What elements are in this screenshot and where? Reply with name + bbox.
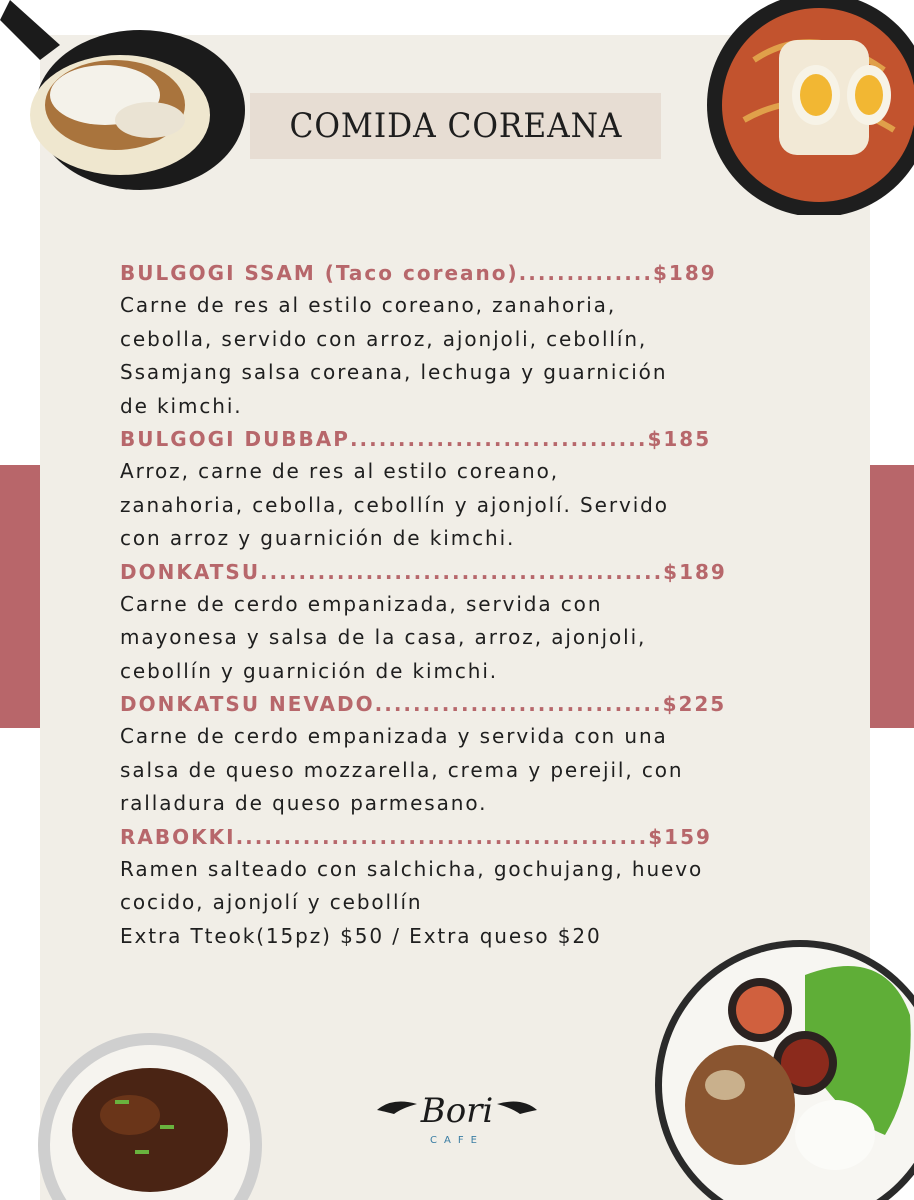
menu-item bbox=[120, 688, 810, 821]
menu-item-dots: .............................. bbox=[374, 692, 663, 716]
menu-item-price: $189 bbox=[663, 559, 727, 584]
menu-item-price: $189 bbox=[653, 261, 717, 285]
menu-item-name: BULGOGI DUBBAP bbox=[120, 427, 350, 451]
menu-title-box bbox=[250, 93, 661, 159]
menu-title: COMIDA COREANA bbox=[289, 106, 622, 146]
menu-item-dots: ............................... bbox=[349, 427, 648, 451]
menu-item-description: Ramen salteado con salchicha, gochujang, huevo cocido, ajonjolí y cebollín bbox=[120, 856, 704, 914]
accent-band-left bbox=[0, 465, 40, 728]
menu-list bbox=[120, 257, 810, 953]
bulgogi-dubbap-photo bbox=[20, 1020, 270, 1200]
menu-item-price: $159 bbox=[648, 824, 712, 849]
menu-item-heading bbox=[120, 556, 810, 588]
menu-item bbox=[120, 423, 810, 556]
bori-cafe-logo bbox=[372, 1082, 542, 1152]
menu-item-heading bbox=[120, 688, 810, 720]
menu-item-dots: .............. bbox=[518, 261, 653, 285]
menu-item-name: DONKATSU bbox=[120, 559, 261, 584]
accent-band-right bbox=[870, 465, 914, 728]
menu-item-price: $185 bbox=[647, 427, 712, 451]
menu-item-description: Arroz, carne de res al estilo coreano, zanahoria, cebolla, cebollín y ajonjolí. Servido con arroz y guarnición de kimchi. bbox=[120, 459, 669, 550]
rabokki-photo bbox=[694, 0, 914, 215]
menu-item-description: Carne de cerdo empanizada, servida con mayonesa y salsa de la casa, arroz, ajonjoli, cebollín y guarnición de kimchi. bbox=[120, 591, 647, 683]
menu-extras: Extra Tteok(15pz) $50 / Extra queso $20 bbox=[120, 923, 602, 948]
menu-item-heading bbox=[120, 821, 810, 853]
menu-item-name: BULGOGI SSAM (Taco coreano) bbox=[120, 261, 519, 285]
logo-name: Bori bbox=[420, 1091, 494, 1131]
menu-item-dots: ........................................... bbox=[235, 824, 649, 849]
menu-item-description: Carne de cerdo empanizada y servida con una salsa de queso mozzarella, crema y perejil, con ralladura de queso parmesano. bbox=[120, 724, 684, 815]
menu-item-heading bbox=[120, 423, 810, 455]
menu-item-name: RABOKKI bbox=[120, 824, 236, 849]
menu-item bbox=[120, 257, 810, 423]
donkatsu-nevado-photo bbox=[0, 0, 260, 200]
menu-item-dots: .......................................... bbox=[260, 559, 664, 584]
menu-item bbox=[120, 821, 810, 920]
menu-item-price: $225 bbox=[662, 692, 727, 716]
menu-item-heading bbox=[120, 257, 810, 289]
menu-item bbox=[120, 556, 810, 689]
menu-item-name: DONKATSU NEVADO bbox=[120, 692, 375, 716]
menu-item-description: Carne de res al estilo coreano, zanahoria, cebolla, servido con arroz, ajonjoli, cebollín, Ssamjang salsa coreana, lechuga y guarnición de kimchi. bbox=[120, 293, 668, 418]
logo-sub: CAFE bbox=[430, 1135, 484, 1146]
bulgogi-ssam-photo bbox=[655, 935, 914, 1200]
